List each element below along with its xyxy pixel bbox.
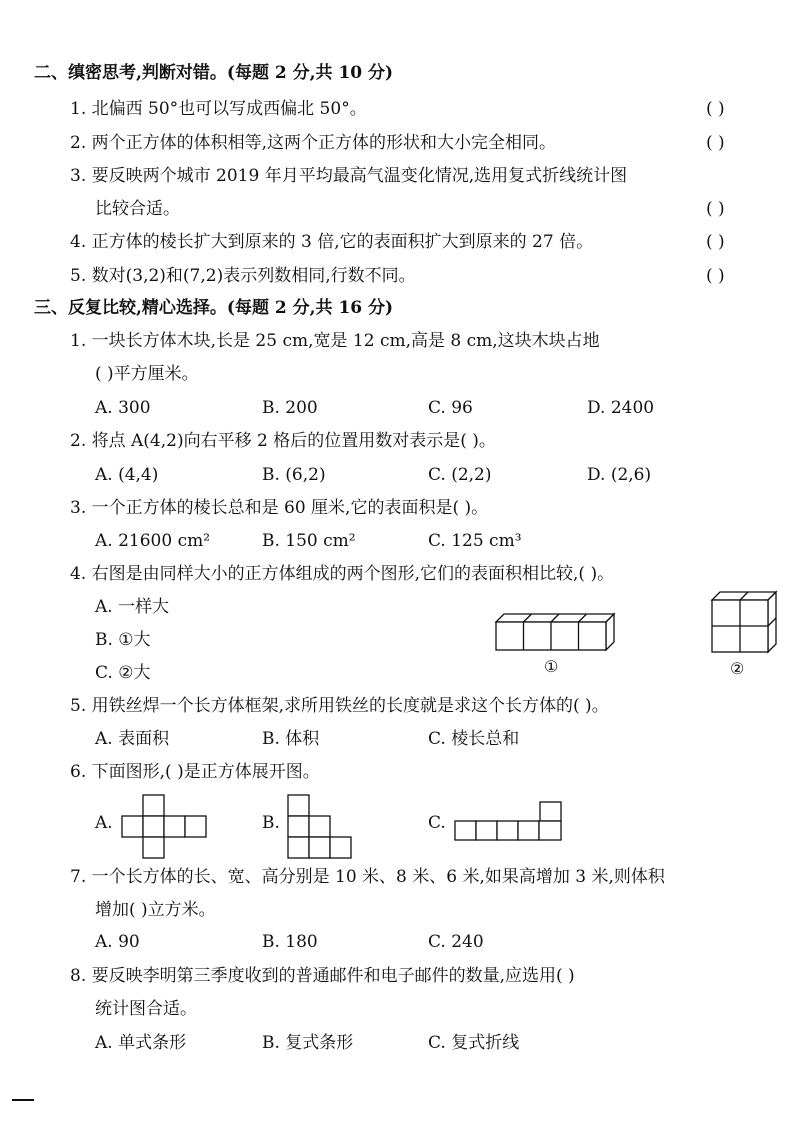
q5-option-c[interactable]: C. 棱长总和 bbox=[428, 729, 520, 749]
q3-option-b[interactable]: B. 150 cm² bbox=[262, 531, 356, 551]
q2-option-d[interactable]: D. (2,6) bbox=[587, 465, 652, 485]
q1-text: 1. 一块长方体木块,长是 25 cm,宽是 12 cm,高是 8 cm,这块木块占地 bbox=[70, 331, 600, 351]
page-footer-rule bbox=[12, 1099, 34, 1101]
s2-answer-blank-1[interactable]: ( ) bbox=[706, 99, 725, 119]
q8-text: 8. 要反映李明第三季度收到的普通邮件和电子邮件的数量,应选用( ) bbox=[70, 966, 575, 986]
q2-option-b[interactable]: B. (6,2) bbox=[262, 465, 326, 485]
q1-option-a[interactable]: A. 300 bbox=[95, 398, 151, 418]
q5-option-a[interactable]: A. 表面积 bbox=[95, 729, 170, 749]
q4-option-c[interactable]: C. ②大 bbox=[95, 663, 151, 683]
q6-net-c bbox=[455, 800, 565, 845]
q2-text: 2. 将点 A(4,2)向右平移 2 格后的位置用数对表示是( )。 bbox=[70, 431, 496, 451]
q7-text-cont: 增加( )立方米。 bbox=[95, 900, 216, 920]
q4-option-a[interactable]: A. 一样大 bbox=[95, 597, 170, 617]
q6-net-a bbox=[122, 793, 212, 863]
s2-item-3: 3. 要反映两个城市 2019 年月平均最高气温变化情况,选用复式折线统计图 bbox=[70, 166, 628, 186]
q6-option-a[interactable]: A. bbox=[95, 813, 113, 833]
q7-option-c[interactable]: C. 240 bbox=[428, 932, 484, 952]
q4-option-b[interactable]: B. ①大 bbox=[95, 630, 151, 650]
section2-heading: 二、缜密思考,判断对错。(每题 2 分,共 10 分) bbox=[34, 63, 394, 83]
s2-item-2: 2. 两个正方体的体积相等,这两个正方体的形状和大小完全相同。 bbox=[70, 133, 557, 153]
q1-text-cont: ( )平方厘米。 bbox=[95, 364, 199, 384]
q6-option-b[interactable]: B. bbox=[262, 813, 280, 833]
q6-net-b bbox=[288, 793, 358, 863]
q6-text: 6. 下面图形,( )是正方体展开图。 bbox=[70, 762, 320, 782]
s2-answer-blank-4[interactable]: ( ) bbox=[706, 232, 725, 252]
q7-option-b[interactable]: B. 180 bbox=[262, 932, 318, 952]
section3-heading: 三、反复比较,精心选择。(每题 2 分,共 16 分) bbox=[34, 298, 394, 318]
s2-item-3-cont: 比较合适。 bbox=[95, 199, 180, 219]
q2-option-c[interactable]: C. (2,2) bbox=[428, 465, 492, 485]
s2-answer-blank-3[interactable]: ( ) bbox=[706, 199, 725, 219]
s2-item-5: 5. 数对(3,2)和(7,2)表示列数相同,行数不同。 bbox=[70, 266, 416, 286]
q8-text-cont: 统计图合适。 bbox=[95, 999, 197, 1019]
q1-option-c[interactable]: C. 96 bbox=[428, 398, 473, 418]
q7-option-a[interactable]: A. 90 bbox=[95, 932, 140, 952]
q8-option-b[interactable]: B. 复式条形 bbox=[262, 1033, 354, 1053]
q4-text: 4. 右图是由同样大小的正方体组成的两个图形,它们的表面积相比较,( )。 bbox=[70, 564, 615, 584]
q1-option-d[interactable]: D. 2400 bbox=[587, 398, 655, 418]
q4-figure-2-cube-block bbox=[708, 588, 788, 680]
q6-option-c[interactable]: C. bbox=[428, 813, 446, 833]
q2-option-a[interactable]: A. (4,4) bbox=[95, 465, 159, 485]
q4-figure-1-label: ① bbox=[544, 657, 559, 676]
s2-item-4: 4. 正方体的棱长扩大到原来的 3 倍,它的表面积扩大到原来的 27 倍。 bbox=[70, 232, 594, 252]
q8-option-a[interactable]: A. 单式条形 bbox=[95, 1033, 187, 1053]
q8-option-c[interactable]: C. 复式折线 bbox=[428, 1033, 520, 1053]
q4-figure-1-cube-row bbox=[492, 610, 622, 680]
q4-figure-2-label: ② bbox=[730, 659, 745, 678]
q3-text: 3. 一个正方体的棱长总和是 60 厘米,它的表面积是( )。 bbox=[70, 498, 489, 518]
s2-answer-blank-5[interactable]: ( ) bbox=[706, 266, 725, 286]
cube-row-top-face bbox=[496, 614, 614, 622]
q3-option-a[interactable]: A. 21600 cm² bbox=[95, 531, 211, 551]
q1-option-b[interactable]: B. 200 bbox=[262, 398, 318, 418]
s2-answer-blank-2[interactable]: ( ) bbox=[706, 133, 725, 153]
q3-option-c[interactable]: C. 125 cm³ bbox=[428, 531, 522, 551]
s2-item-1: 1. 北偏西 50°也可以写成西偏北 50°。 bbox=[70, 99, 367, 119]
q7-text: 7. 一个长方体的长、宽、高分别是 10 米、8 米、6 米,如果高增加 3 米,则体积 bbox=[70, 867, 665, 887]
q5-text: 5. 用铁丝焊一个长方体框架,求所用铁丝的长度就是求这个长方体的( )。 bbox=[70, 696, 609, 716]
q5-option-b[interactable]: B. 体积 bbox=[262, 729, 320, 749]
